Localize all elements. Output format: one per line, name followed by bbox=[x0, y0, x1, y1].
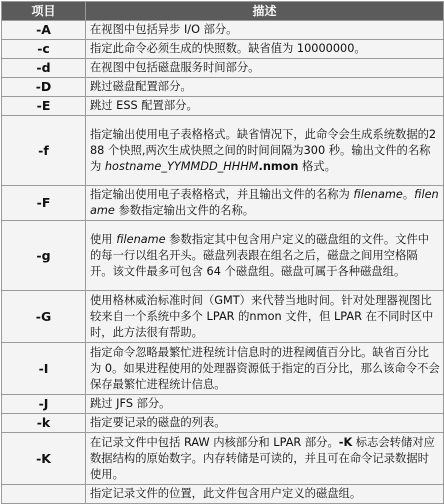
table-row bbox=[2, 485, 444, 504]
italic-term: filename bbox=[90, 188, 439, 217]
description-text: 指定输出使用电子表格格式，并且输出文件的名称为 bbox=[90, 188, 354, 201]
description-text: 跳过 JFS 部分。 bbox=[90, 397, 171, 410]
option-flag: -K bbox=[2, 433, 86, 485]
table-row bbox=[2, 221, 444, 291]
option-description bbox=[86, 97, 444, 116]
options-table bbox=[1, 1, 444, 504]
option-description bbox=[86, 116, 444, 186]
option-flag bbox=[2, 485, 86, 504]
table-row bbox=[2, 21, 444, 40]
option-description bbox=[86, 291, 444, 343]
table-row bbox=[2, 414, 444, 433]
option-flag: -J bbox=[2, 395, 86, 414]
table-header-row bbox=[2, 2, 444, 21]
option-description bbox=[86, 395, 444, 414]
table-row bbox=[2, 116, 444, 186]
bold-term: -K bbox=[338, 435, 353, 449]
table-row bbox=[2, 186, 444, 221]
description-text: 在记录文件中包括 RAW 内核部分和 LPAR 部分。 bbox=[90, 435, 339, 449]
description-text: 格式。 bbox=[298, 159, 336, 173]
table-row bbox=[2, 78, 444, 97]
description-text: 参数指定输出文件的名称。 bbox=[114, 204, 255, 217]
description-text: 。 bbox=[402, 188, 415, 201]
option-flag: -A bbox=[2, 21, 86, 40]
table-row bbox=[2, 40, 444, 59]
option-description bbox=[86, 221, 444, 291]
option-flag: -c bbox=[2, 40, 86, 59]
option-description bbox=[86, 414, 444, 433]
option-description bbox=[86, 343, 444, 395]
option-description bbox=[86, 59, 444, 78]
option-description bbox=[86, 485, 444, 504]
table-row bbox=[2, 59, 444, 78]
description-text: 在视图中包括异步 I/O 部分。 bbox=[90, 23, 238, 36]
table-row bbox=[2, 343, 444, 395]
description-text: 参数指定其中包含用户定义的磁盘组的文件。文件中的每一行以组名开头。磁盘列表跟在组名之后，磁盘之间用空格隔开。该文件最多可包含 64 个磁盘组。磁盘可属于各种磁盘组。 bbox=[90, 232, 430, 278]
description-text: 指定记录文件的位置，此文件包含用户定义的磁盘组。 bbox=[90, 487, 362, 500]
option-flag: -E bbox=[2, 97, 86, 116]
description-text: 指定输出使用电子表格格式。缺省情况下，此命令会生成系统数据的288 个快照,两次生成快照之间的时间间隔为300 秒。输出文件的名称为 bbox=[90, 127, 437, 173]
option-flag: -I bbox=[2, 343, 86, 395]
option-description bbox=[86, 21, 444, 40]
table-row bbox=[2, 97, 444, 116]
description-text: 跳过磁盘配置部分。 bbox=[90, 80, 192, 93]
option-description bbox=[86, 433, 444, 485]
description-text: 使用 bbox=[90, 232, 117, 246]
italic-term: filename bbox=[116, 232, 166, 246]
description-text: 使用格林威治标准时间（GMT）来代替当地时间。针对处理器视图比较来自一个系统中多个 LPAR 的nmon 文件，但 LPAR 在不同时区中时，此方法很有帮助。 bbox=[90, 293, 434, 339]
option-flag: -g bbox=[2, 221, 86, 291]
description-text: 标志会转储对应数据结构的原始数字。内存转储是可读的，并且可在命令记录数据时使用。 bbox=[90, 435, 435, 481]
table-row bbox=[2, 291, 444, 343]
option-flag: -G bbox=[2, 291, 86, 343]
description-text: 指定此命令必须生成的快照数。缺省值为 10000000。 bbox=[90, 42, 366, 55]
table-body bbox=[2, 21, 444, 504]
bold-term: .nmon bbox=[258, 159, 299, 173]
table-row bbox=[2, 395, 444, 414]
description-text: 指定要记录的磁盘的列表。 bbox=[90, 416, 226, 429]
description-text: 跳过 ESS 配置部分。 bbox=[90, 99, 198, 112]
description-text: 指定命令忽略最繁忙进程统计信息时的进程阈值百分比。缺省百分比为 0。如果进程使用的处理器资源低于指定的百分比，那么该命令不会保存最繁忙进程统计信息。 bbox=[90, 345, 440, 391]
italic-term: hostname_YYMMDD_HHHM bbox=[104, 159, 259, 173]
header-option: 项目 bbox=[2, 2, 86, 21]
option-description bbox=[86, 186, 444, 221]
option-flag: -D bbox=[2, 78, 86, 97]
option-description bbox=[86, 40, 444, 59]
header-description: 描述 bbox=[86, 2, 444, 21]
description-text: 在视图中包括磁盘服务时间部分。 bbox=[90, 61, 260, 74]
italic-term: filename bbox=[353, 188, 403, 201]
option-description bbox=[86, 78, 444, 97]
table-row bbox=[2, 433, 444, 485]
option-flag: -d bbox=[2, 59, 86, 78]
option-flag: -f bbox=[2, 116, 86, 186]
option-flag: -F bbox=[2, 186, 86, 221]
option-flag: -k bbox=[2, 414, 86, 433]
